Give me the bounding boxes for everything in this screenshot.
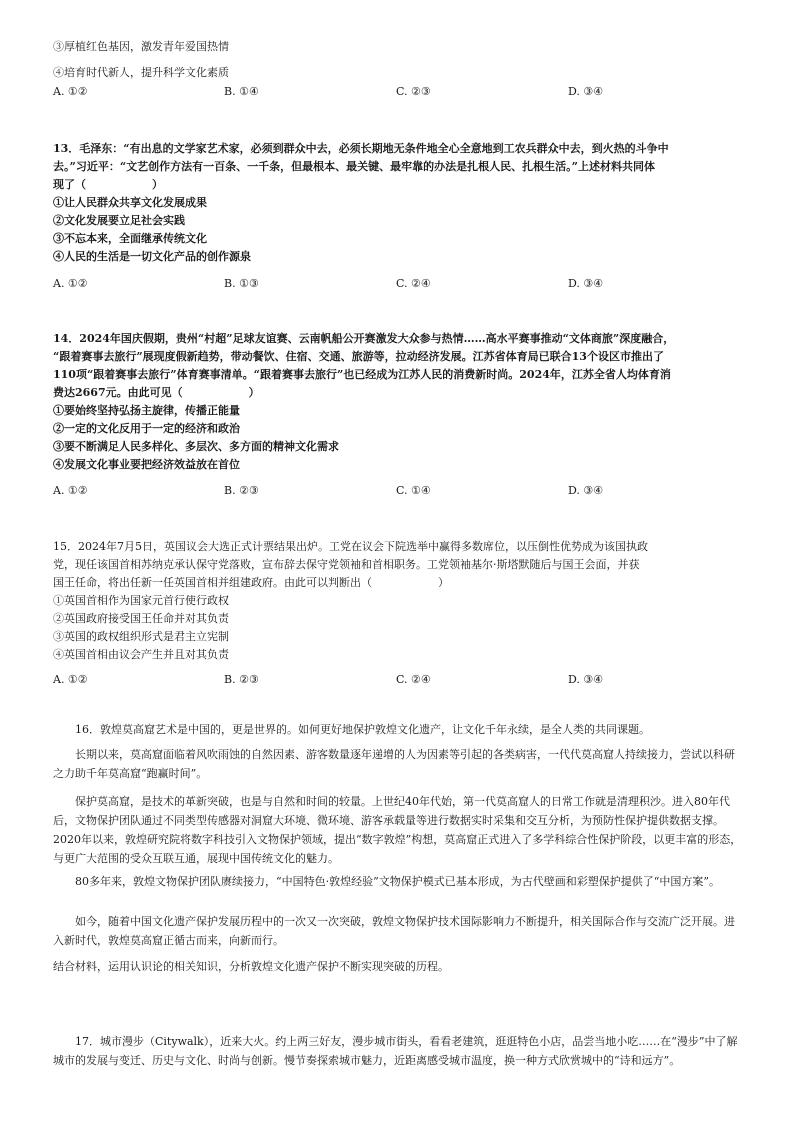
q13-stem-line-2: 去。”习近平：“文艺创作方法有一百条、一千条，但最根本、最关键、最牢靠的办法是扎根人民、扎根生活。”上述材料共同体 <box>53 160 655 173</box>
q12-item-4: ④培育时代新人，提升科学文化素质 <box>53 66 229 79</box>
q14-stem-line-3: 110项“跟着赛事去旅行”体育赛事清单。“跟着赛事去旅行”也已经成为江苏人民的消费新时尚。2024年，江苏全省人均体育消 <box>53 368 671 381</box>
q14-stem-line-1: 14．2024年国庆假期，贵州“村超”足球友谊赛、云南帆船公开赛激发大众参与热情……高水平赛事推动“文体商旅”深度融合， <box>53 332 675 345</box>
q14-option-d[interactable]: D. ③④ <box>568 484 604 497</box>
q13-item-1: ①让人民群众共享文化发展成果 <box>53 196 207 209</box>
q13-stem-line-1: 13．毛泽东：“有出息的文学家艺术家，必须到群众中去，必须长期地无条件地全心全意地到工农兵群众中去，到火热的斗争中 <box>53 142 669 155</box>
q14-stem-line-4: 费达2667元。由此可见（ ） <box>53 386 260 399</box>
q15-option-b[interactable]: B. ②③ <box>224 673 259 686</box>
q16-paragraph-1: 长期以来，莫高窟面临着风吹雨蚀的自然因素、游客数量逐年递增的人为因素等引起的各类病害，一代代莫高窟人持续接力，尝试以科研之力助千年莫高窟“跑赢时间”。 <box>53 748 735 780</box>
q15-option-c[interactable]: C. ②④ <box>396 673 431 686</box>
q14-option-a[interactable]: A. ①② <box>53 484 88 497</box>
q15-stem-line-2: 党，现任该国首相苏纳克承认保守党落败，宣布辞去保守党领袖和首相职务。工党领袖基尔·斯塔默随后与国王会面，并获 <box>53 558 640 571</box>
q14-item-2: ②一定的文化反用于一定的经济和政治 <box>53 422 240 435</box>
q15-stem-line-3: 国王任命，将出任新一任英国首相并组建政府。由此可以判断出（ ） <box>53 576 449 589</box>
q12-item-3: ③厚植红色基因，激发青年爱国热情 <box>53 40 229 53</box>
q15-option-d[interactable]: D. ③④ <box>568 673 604 686</box>
q12-option-b[interactable]: B. ①④ <box>224 85 259 98</box>
q15-item-4: ④英国首相由议会产生并且对其负责 <box>53 648 229 661</box>
q13-item-2: ②文化发展要立足社会实践 <box>53 214 185 227</box>
q13-options <box>53 277 753 291</box>
q15-item-1: ①英国首相作为国家元首行使行政权 <box>53 594 229 607</box>
q16-intro: 16．敦煌莫高窟艺术是中国的，更是世界的。如何更好地保护敦煌文化遗产，让文化千年永续，是全人类的共同课题。 <box>75 723 650 736</box>
q13-item-3: ③不忘本来，全面继承传统文化 <box>53 232 207 245</box>
q14-item-1: ①要始终坚持弘扬主旋律，传播正能量 <box>53 404 240 417</box>
q14-option-b[interactable]: B. ②③ <box>224 484 259 497</box>
q13-item-4: ④人民的生活是一切文化产品的创作源泉 <box>53 250 251 263</box>
q15-item-2: ②英国政府接受国王任命并对其负责 <box>53 612 229 625</box>
q16-question: 结合材料，运用认识论的相关知识，分析敦煌文化遗产保护不断实现突破的历程。 <box>53 960 449 973</box>
q14-option-c[interactable]: C. ①④ <box>396 484 431 497</box>
q13-option-d[interactable]: D. ③④ <box>568 277 604 290</box>
q13-option-a[interactable]: A. ①② <box>53 277 88 290</box>
q14-item-3: ③要不断满足人民多样化、多层次、多方面的精神文化需求 <box>53 440 339 453</box>
q14-item-4: ④发展文化事业要把经济效益放在首位 <box>53 458 240 471</box>
q15-options <box>53 673 753 687</box>
q13-option-b[interactable]: B. ①③ <box>224 277 259 290</box>
q15-option-a[interactable]: A. ①② <box>53 673 88 686</box>
q16-paragraph-2: 保护莫高窟，是技术的革新突破，也是与自然和时间的较量。上世纪40年代始，第一代莫高窟人的日常工作就是清理积沙。进入80年代后，文物保护团队通过不同类型传感器对洞窟大环境、微环境、游客承载量等进行数据实时采集和交互分析，为预防性保护提供数据支撑。2020年以来，敦煌研究院将数字科技引入文物保护领域，提出“数字敦煌”构想，莫高窟正式进入了多学科综合性保护阶段，以更丰富的形态，与更广大范围的受众互联互通，展现中国传统文化的魅力。 <box>53 795 742 865</box>
q15-stem-line-1: 15．2024年7月5日，英国议会大选正式计票结果出炉。工党在议会下院选举中赢得多数席位，以压倒性优势成为该国执政 <box>53 540 648 553</box>
q15-item-3: ③英国的政权组织形式是君主立宪制 <box>53 630 229 643</box>
q14-options <box>53 484 753 498</box>
q12-option-d[interactable]: D. ③④ <box>568 85 604 98</box>
q12-option-a[interactable]: A. ①② <box>53 85 88 98</box>
q12-options <box>53 85 753 99</box>
q13-option-c[interactable]: C. ②④ <box>396 277 431 290</box>
q14-stem-line-2: “跟着赛事去旅行”展现度假新趋势，带动餐饮、住宿、交通、旅游等，拉动经济发展。江苏省体育局已联合13个设区市推出了 <box>53 350 664 363</box>
q17-intro: 17．城市漫步（Citywalk），近来大火。约上两三好友，漫步城市街头，看看老建筑，逛逛特色小店，品尝当地小吃……在“漫步”中了解城市的发展与变迁、历史与文化、时尚与创新。慢节奏探索城市魅力，近距离感受城市温度，换一种方式欣赏城中的“诗和远方”。 <box>53 1035 738 1067</box>
q12-option-c[interactable]: C. ②③ <box>396 85 431 98</box>
q13-stem-line-3: 现了（ ） <box>53 178 163 191</box>
q16-paragraph-3: 80多年来，敦煌文物保护团队赓续接力，“中国特色·敦煌经验”文物保护模式已基本形成，为古代壁画和彩塑保护提供了“中国方案”。 <box>75 875 720 888</box>
q16-paragraph-4: 如今，随着中国文化遗产保护发展历程中的一次又一次突破，敦煌文物保护技术国际影响力不断提升，相关国际合作与交流广泛开展。进入新时代，敦煌莫高窟正循古而来，向新而行。 <box>53 915 735 947</box>
